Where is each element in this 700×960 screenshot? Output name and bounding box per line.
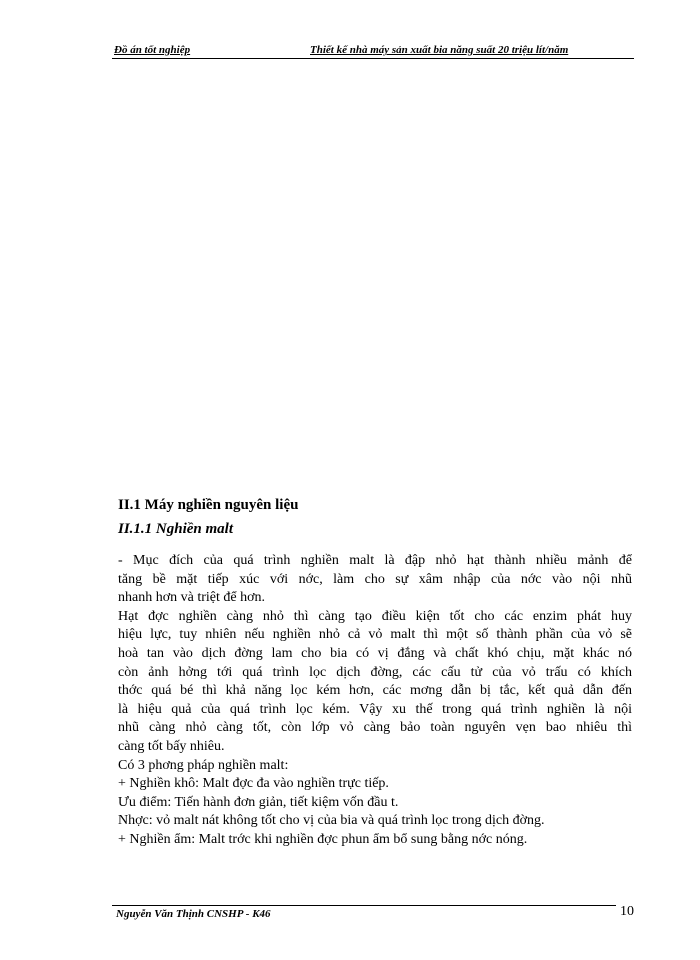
body-line: hiệu lực, tuy nhiên nếu nghiền nhỏ cả vỏ malt thì một số thành phần của vỏ sẽ: [118, 627, 632, 643]
body-line: Nhợc: vỏ malt nát không tốt cho vị của bia và quá trình lọc trong dịch đờng.: [118, 813, 545, 829]
header-right-text: Thiết kế nhà máy sản xuất bia năng suất 20 triệu lít/năm: [310, 44, 569, 56]
header-left-text: Đồ án tốt nghiệp: [114, 44, 191, 56]
body-line: tăng bề mặt tiếp xúc với nớc, làm cho sự xâm nhập của nớc vào nội nhũ: [118, 571, 632, 587]
footer-author: Nguyễn Văn Thịnh CNSHP - K46: [116, 908, 271, 920]
body-line: Hạt đợc nghiền càng nhỏ thì càng tạo điều kiện tốt cho các enzim phát huy: [118, 608, 632, 624]
body-line: Có 3 phơng pháp nghiền malt:: [118, 757, 289, 773]
main-content: [118, 496, 632, 850]
body-line: - Mục đích của quá trình nghiền malt là đập nhỏ hạt thành nhiều mảnh để: [118, 553, 632, 568]
body-line: còn ảnh hởng tới quá trình lọc dịch đờng, các cấu tử của vỏ trấu có khích: [118, 664, 632, 680]
page-header: [112, 40, 634, 59]
body-line: nhanh hơn và triệt để hơn.: [118, 590, 265, 606]
body-line: là hiệu quả của quá trình lọc kém. Vậy xu thế trong quá trình nghiền là nội: [118, 701, 632, 717]
body-line: hoà tan vào dịch đờng lam cho bia có vị đắng và chất khó chịu, mặt khác nó: [118, 645, 632, 661]
body-paragraphs: [118, 552, 632, 850]
footer-divider: [112, 905, 616, 906]
body-line: càng tốt bấy nhiêu.: [118, 738, 225, 754]
page-number: 10: [620, 904, 634, 919]
body-line: nhũ càng nhỏ càng tốt, còn lớp vỏ càng bảo toàn nguyên vẹn bao nhiêu thì: [118, 720, 632, 736]
body-line: thớc quá bé thì khả năng lọc kém hơn, các mơng dẫn bị tắc, kết quả dẫn đến: [118, 683, 632, 699]
body-line: + Nghiền ẩm: Malt trớc khi nghiền đợc phun ẩm bổ sung bằng nớc nóng.: [118, 831, 528, 847]
body-line: + Nghiền khô: Malt đợc đa vào nghiền trực tiếp.: [118, 776, 389, 792]
body-line: Ưu điểm: Tiến hành đơn giản, tiết kiệm vốn đầu t.: [118, 794, 399, 810]
section-title: II.1 Máy nghiền nguyên liệu: [118, 497, 299, 513]
subsection-title: II.1.1 Nghiền malt: [118, 521, 234, 537]
